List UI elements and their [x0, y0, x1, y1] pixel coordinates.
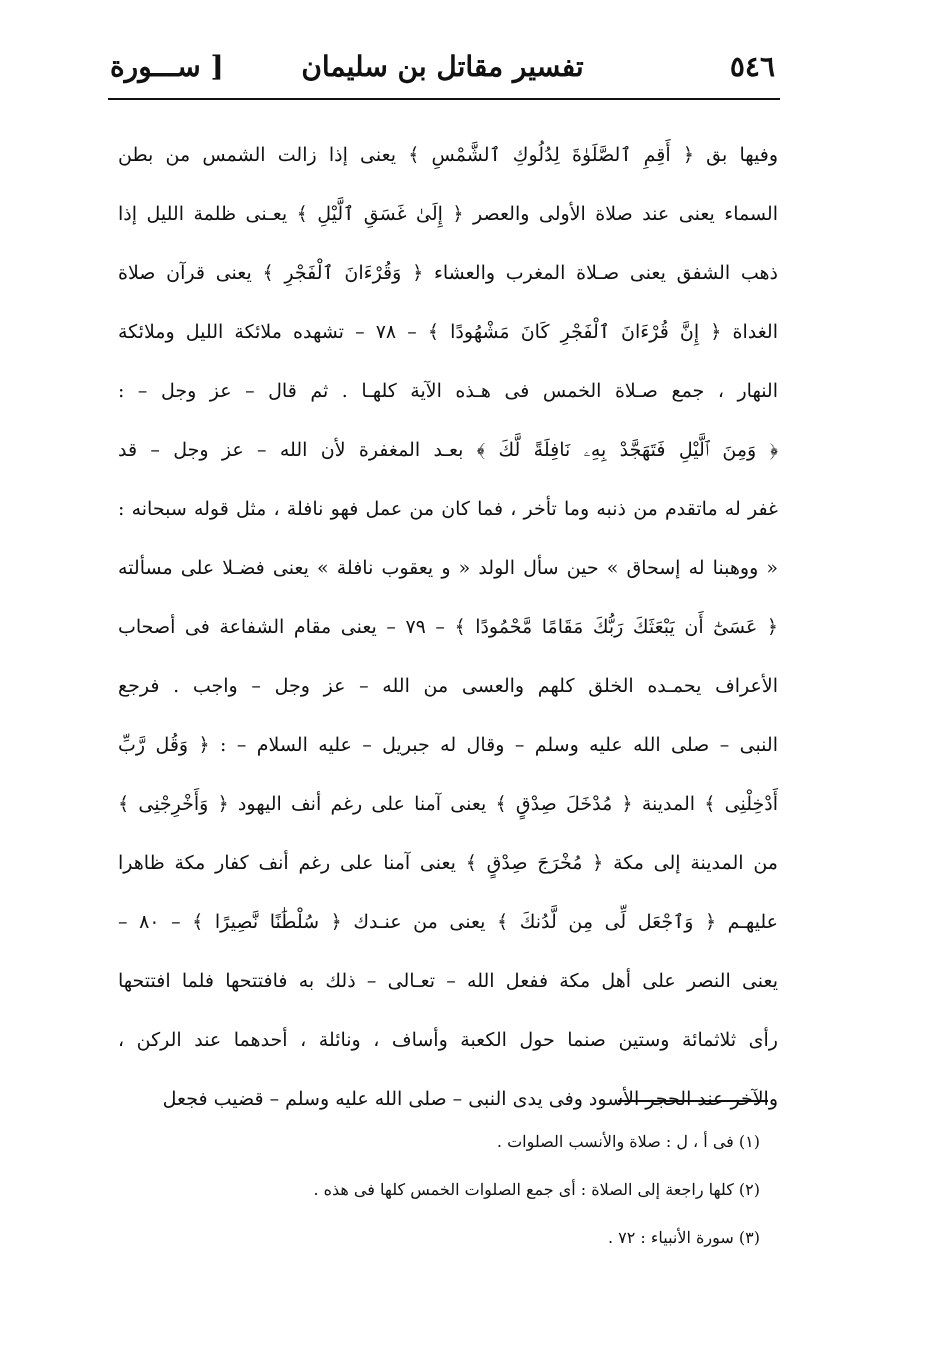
text-line: النبى – صلى الله عليه وسلم – وقال له جبريل – عليه السلام – : ﴿ وَقُل رَّبِّ: [118, 734, 778, 756]
commentary-text: [118, 126, 778, 1129]
running-header: [110, 44, 775, 94]
footnote: (٣) سورة الأنبياء : ٧٢ .: [607, 1228, 760, 1247]
text-line: الأعراف يحمـده الخلق كلهم والعسى من الله – عز وجل – واجب . فرجع: [118, 675, 778, 697]
page-number: ٥٤٦: [729, 50, 775, 83]
text-line: ذهب الشفق يعنى صـلاة المغرب والعشاء ﴿ وَقُرْءَانَ ٱلْفَجْرِ ﴾ يعنى قرآن صلاة: [118, 262, 778, 284]
text-line: الغداة ﴿ إِنَّ قُرْءَانَ ٱلْفَجْرِ كَانَ مَشْهُودًا ﴾ – ٧٨ – تشهده ملائكة الليل وملائكة: [118, 321, 778, 343]
book-title: تفسير مقاتل بن سليمان: [301, 50, 584, 83]
text-line: عليهـم ﴿ وَٱجْعَل لِّى مِن لَّدُنكَ ﴾ يعنى من عنـدك ﴿ سُلْطَٰنًا نَّصِيرًا ﴾ – ٨٠ –: [118, 911, 778, 933]
text-line: غفر له ماتقدم من ذنبه وما تأخر ، فما كان من عمل فهو نافلة ، مثل قوله سبحانه :: [118, 498, 778, 520]
sura-label: [ ســـورة: [110, 50, 224, 83]
text-line: رأى ثلاثمائة وستين صنما حول الكعبة وأساف ، ونائلة ، أحدهما عند الركن ،: [118, 1029, 778, 1051]
footnote: (١) فى أ ، ل : صلاة والأنسب الصلوات .: [496, 1132, 760, 1151]
text-line: من المدينة إلى مكة ﴿ مُخْرَجَ صِدْقٍ ﴾ يعنى آمنا على رغم أنف كفار مكة ظاهرا: [118, 852, 778, 874]
text-line: السماء يعنى عند صلاة الأولى والعصر ﴿ إِلَىٰ غَسَقِ ٱلَّيْلِ ﴾ يعـنى ظلمة الليل إذا: [118, 203, 778, 225]
header-rule: [108, 98, 780, 100]
text-line: أَدْخِلْنِى ﴾ المدينة ﴿ مُدْخَلَ صِدْقٍ ﴾ يعنى آمنا على رغم أنف اليهود ﴿ وَأَخْرِجْنِى ﴾: [118, 793, 778, 815]
text-line: ﴿ عَسَىٰٓ أَن يَبْعَثَكَ رَبُّكَ مَقَامًا مَّحْمُودًا ﴾ – ٧٩ – يعنى مقام الشفاعة فى أصحاب: [118, 616, 778, 638]
text-line: « ووهبنا له إسحاق » حين سأل الولد « و يعقوب نافلة » يعنى فضـلا على مسألته: [118, 557, 778, 579]
footnotes: [250, 1122, 760, 1266]
text-line: النهار ، جمع صـلاة الخمس فى هـذه الآية كلهـا . ثم قال – عز وجل – :: [118, 380, 778, 402]
text-line: ﴿ وَمِنَ ٱلَّيْلِ فَتَهَجَّدْ بِهِۦ نَافِلَةً لَّكَ ﴾ بعـد المغفرة لأن الله – عز وجل – قد: [118, 439, 778, 461]
footnote-rule: [618, 1100, 768, 1102]
footnote: (٢) كلها راجعة إلى الصلاة : أى جمع الصلوات الخمس كلها فى هذه .: [313, 1180, 760, 1199]
text-line: يعنى النصر على أهل مكة ففعل الله – تعـالى – ذلك به فافتتحها فلما افتتحها: [118, 970, 778, 992]
text-line: وفيها بق ﴿ أَقِمِ ٱلصَّلَوٰةَ لِدُلُوكِ ٱلشَّمْسِ ﴾ يعنى إذا زالت الشمس من بطن: [118, 144, 778, 166]
text-line: والآخر عند الحجر الأسود وفى يدى النبى – صلى الله عليه وسلم – قضيب فجعل: [162, 1088, 778, 1110]
